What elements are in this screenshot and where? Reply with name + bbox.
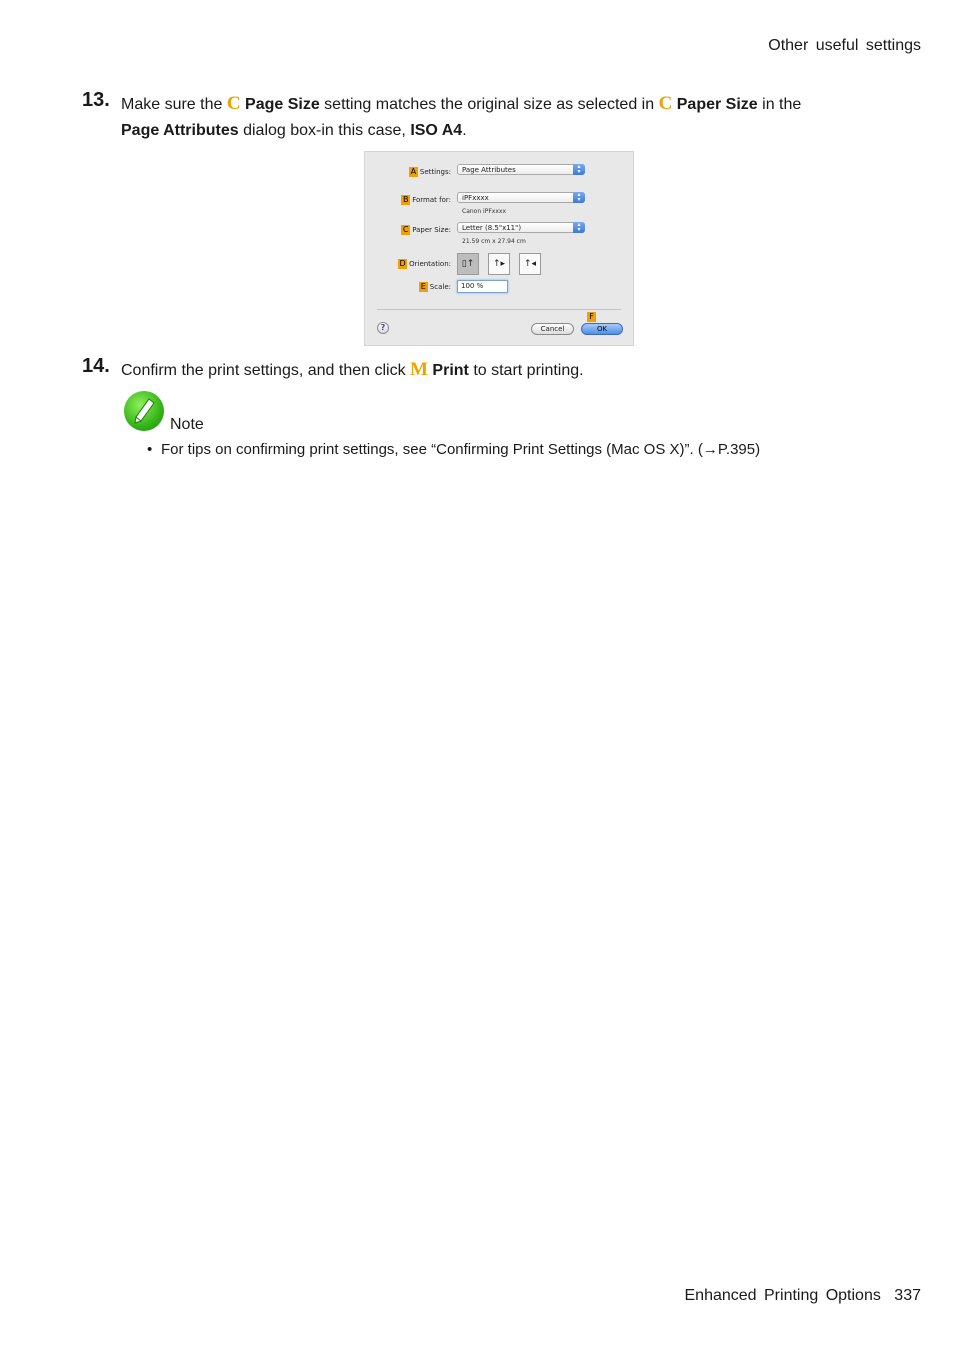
dialog-name: Page Attributes xyxy=(121,122,239,139)
note-title: Note xyxy=(170,416,204,433)
label-text: Format for: xyxy=(412,196,451,204)
paper-size-sub: 21.59 cm x 27.94 cm xyxy=(462,238,526,245)
scale-input[interactable]: 100 % xyxy=(457,280,508,293)
format-for-sub: Canon iPFxxxx xyxy=(462,208,506,215)
settings-row xyxy=(365,164,633,178)
callout-label: C xyxy=(226,93,241,114)
callout-badge: B xyxy=(402,195,409,204)
step-number: 14. xyxy=(82,355,110,377)
callout-label: M xyxy=(410,359,428,380)
paper-size-popup[interactable] xyxy=(457,222,585,233)
callout-label: C xyxy=(658,93,673,114)
label-text: Paper Size: xyxy=(412,226,451,234)
running-header: Other useful settings xyxy=(768,37,921,54)
portrait-orientation-button[interactable] xyxy=(457,253,479,275)
step-number: 13. xyxy=(82,89,110,111)
text: to start printing. xyxy=(468,362,584,379)
scale-row xyxy=(365,280,633,294)
orientation-label xyxy=(398,259,451,269)
label-text: Settings: xyxy=(419,168,451,176)
format-for-row xyxy=(365,191,633,215)
portrait-icon: ▯↑ xyxy=(461,259,475,269)
text: in the xyxy=(757,96,802,113)
paper-size-label xyxy=(401,225,451,235)
running-footer xyxy=(685,1287,922,1305)
format-for-popup[interactable] xyxy=(457,192,585,203)
paper-size-row xyxy=(365,221,633,245)
landscape-orientation-button[interactable] xyxy=(488,253,510,275)
text: . xyxy=(462,122,467,139)
popup-arrows-icon: ▴ ▾ xyxy=(573,192,585,203)
text: dialog box-in this case, xyxy=(238,122,411,139)
step-text-line1 xyxy=(121,90,801,118)
format-for-label xyxy=(401,195,451,205)
orientation-row xyxy=(365,253,633,277)
paper-size-value: ISO A4 xyxy=(410,122,463,139)
bullet: • xyxy=(147,441,153,458)
callout-badge: F xyxy=(587,312,596,322)
landscape-icon: ↑▸ xyxy=(492,259,506,269)
note-text: For tips on confirming print settings, see “Confirming Print Settings (Mac OS X)”. (→P.395) xyxy=(161,441,761,458)
popup-arrows-icon: ▴ ▾ xyxy=(573,222,585,233)
text: setting matches the original size as selected in xyxy=(319,96,659,113)
cancel-button[interactable]: Cancel xyxy=(531,323,574,335)
text: Confirm the print settings, and then click xyxy=(121,362,411,379)
setting-name: Page Size xyxy=(245,96,320,113)
button-name: Print xyxy=(432,362,469,379)
popup-arrows-icon: ▴ ▾ xyxy=(573,164,585,175)
popup-value: Page Attributes xyxy=(462,166,516,174)
reverse-landscape-orientation-button[interactable] xyxy=(519,253,541,275)
callout-badge: C xyxy=(402,225,409,234)
callout-badge: D xyxy=(399,259,406,268)
settings-popup[interactable] xyxy=(457,164,585,175)
step-text-line2 xyxy=(121,117,467,144)
callout-badge: A xyxy=(410,167,417,176)
callout-badge: E xyxy=(420,282,426,291)
reverse-landscape-icon: ↑◂ xyxy=(523,259,537,269)
text: Make sure the xyxy=(121,96,227,113)
note-item xyxy=(147,441,760,458)
pencil-icon xyxy=(124,391,164,431)
label-text: Orientation: xyxy=(409,260,451,268)
popup-value: iPFxxxx xyxy=(462,194,489,202)
chapter-title: Enhanced Printing Options xyxy=(684,1287,881,1304)
label-text: Scale: xyxy=(429,283,451,291)
ok-button[interactable]: OK xyxy=(581,323,623,335)
settings-label xyxy=(409,167,451,177)
popup-value: Letter (8.5"x11") xyxy=(462,224,522,232)
setting-name: Paper Size xyxy=(676,96,758,113)
page-attributes-dialog-screenshot xyxy=(364,151,634,346)
page-number: 337 xyxy=(894,1287,921,1304)
help-button[interactable]: ? xyxy=(377,322,389,334)
divider xyxy=(377,309,621,310)
step-text-line1 xyxy=(121,356,584,384)
scale-label xyxy=(419,282,451,292)
